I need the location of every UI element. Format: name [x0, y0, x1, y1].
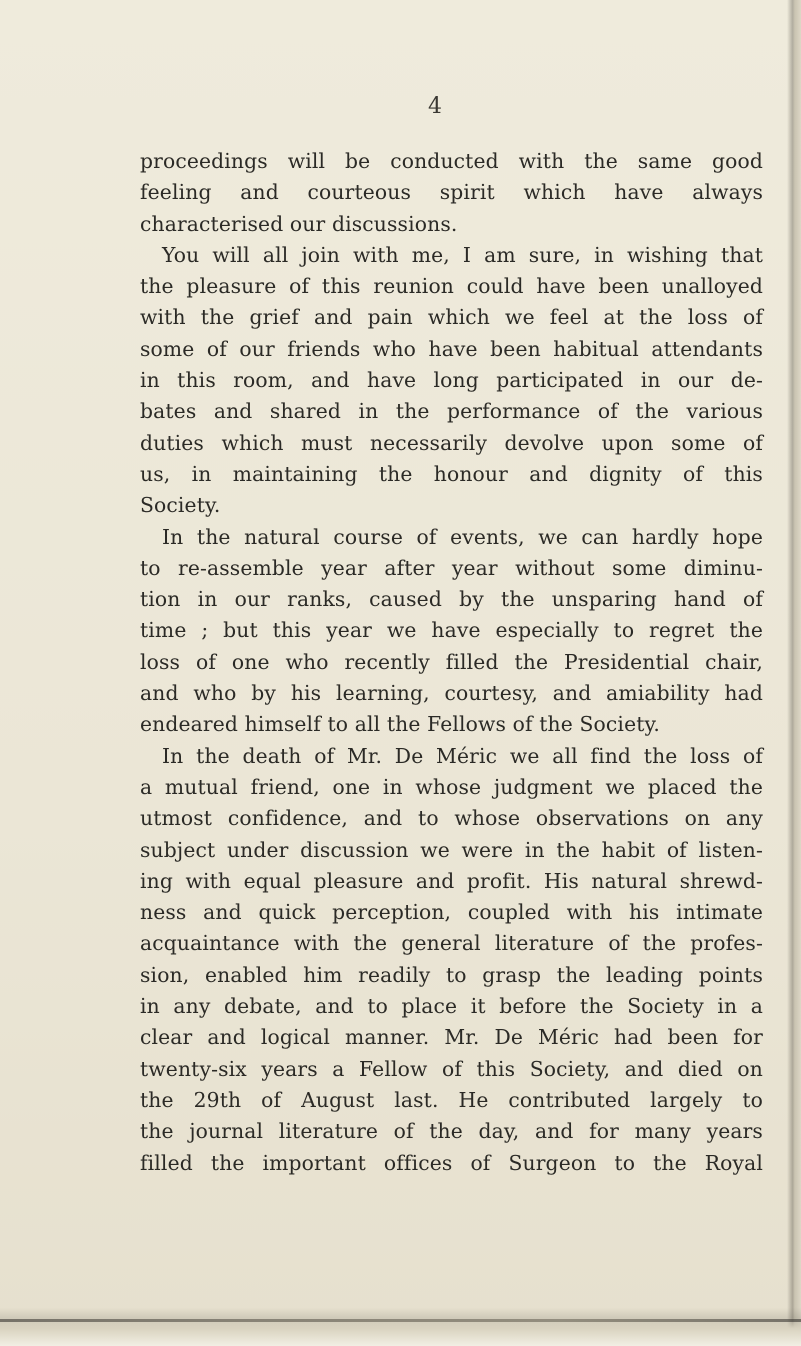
text-line: subject under discussion we were in the habit of listen-	[140, 837, 763, 862]
text-line: to re-assemble year after year without some diminu-	[140, 555, 763, 580]
text-line: ing with equal pleasure and profit. His natural shrewd-	[140, 868, 763, 893]
text-line: tion in our ranks, caused by the unsparing hand of	[140, 587, 763, 612]
text-line: loss of one who recently filled the Presidential chair,	[140, 649, 763, 674]
text-line: and who by his learning, courtesy, and amiability had	[140, 681, 763, 706]
text-line: duties which must necessarily devolve upon some of	[140, 430, 763, 455]
text-line: in any debate, and to place it before the Society in a	[140, 994, 763, 1019]
text-line: time ; but this year we have especially to regret the	[140, 618, 763, 643]
text-line: clear and logical manner. Mr. De Méric had been for	[140, 1025, 763, 1050]
text-line: us, in maintaining the honour and dignity of this	[140, 461, 763, 486]
text-line: In the natural course of events, we can hardly hope	[162, 524, 763, 549]
text-line: the pleasure of this reunion could have been unalloyed	[140, 274, 763, 299]
text-line: feeling and courteous spirit which have always	[140, 180, 763, 205]
text-line: Society.	[140, 493, 221, 518]
text-line: You will all join with me, I am sure, in wishing that	[162, 242, 763, 267]
text-line: bates and shared in the performance of the various	[140, 399, 763, 424]
text-line: the 29th of August last. He contributed largely to	[140, 1087, 763, 1112]
text-line: the journal literature of the day, and for many years	[140, 1119, 763, 1144]
text-line: proceedings will be conducted with the same good	[140, 149, 763, 173]
page-number: 4	[428, 94, 442, 119]
body-text	[140, 146, 763, 1179]
page-bottom-shadow	[0, 1276, 801, 1346]
text-line: with the grief and pain which we feel at the loss of	[140, 305, 763, 330]
text-line: filled the important offices of Surgeon to the Royal	[140, 1150, 763, 1175]
text-line: ness and quick perception, coupled with his intimate	[140, 900, 763, 925]
text-line: characterised our discussions.	[140, 211, 458, 236]
page-bottom-edge	[0, 1319, 801, 1322]
text-line: acquaintance with the general literature of the profes-	[140, 931, 763, 956]
text-line: utmost confidence, and to whose observations on any	[140, 806, 763, 831]
text-line: In the death of Mr. De Méric we all find the loss of	[162, 743, 763, 768]
text-line: twenty-six years a Fellow of this Society, and died on	[140, 1056, 763, 1081]
text-line: a mutual friend, one in whose judgment we placed the	[140, 774, 763, 799]
text-line: endeared himself to all the Fellows of the Society.	[140, 712, 661, 737]
text-line: some of our friends who have been habitual attendants	[140, 336, 763, 361]
text-line: sion, enabled him readily to grasp the leading points	[140, 962, 763, 987]
page-edge-shadow	[787, 0, 801, 1346]
text-line: in this room, and have long participated in our de-	[140, 368, 763, 393]
